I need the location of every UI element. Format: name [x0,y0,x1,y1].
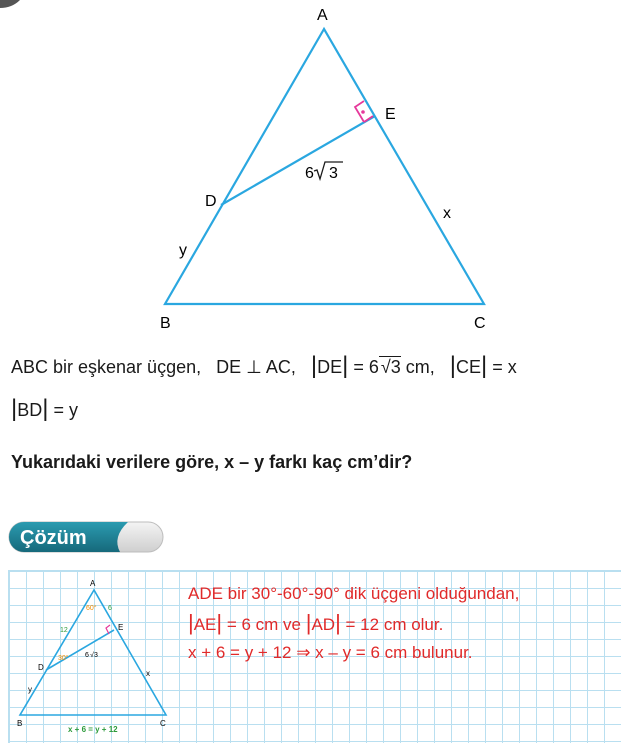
right-angle-dot [361,110,365,114]
de-unit: cm, [400,357,435,377]
mini-c-label: C [160,719,166,728]
point-d-label: D [205,193,217,210]
mini-ad: 12 [60,627,68,634]
mini-angle-d: 30° [58,655,69,662]
solution-line1: ADE bir 30°-60°-90° dik üçgeni olduğundan, [188,584,520,603]
question-text: Yukarıdaki verilere göre, x – y farkı kaç cm’dir? [11,452,413,472]
point-e-label: E [385,106,396,123]
de-length-coef: 6 [305,165,314,182]
mini-de-coef: 6 [85,652,89,659]
problem-statement-line2: |BD| = y [11,395,78,422]
ad-eq: = 12 cm olur. [340,615,444,634]
main-triangle-figure [0,0,622,345]
mini-ae: 6 [108,605,112,612]
statement-perp: DE ⊥ AC, [216,357,296,377]
triangle-abc [165,29,484,304]
mini-d-label: D [38,663,44,672]
svg-text:√: √ [90,652,94,659]
vertex-c-label: C [474,315,486,332]
side-x-label: x [443,205,451,222]
segment-de [221,116,375,205]
mini-e-label: E [118,623,124,632]
ae-eq: = 6 cm ve [222,615,306,634]
vertex-a-label: A [317,7,328,24]
ce-abs: CE [456,357,482,377]
vertex-b-label: B [160,315,171,332]
problem-statement-line1: ABC bir eşkenar üçgen, DE ⊥ AC, |DE| = 6 √3 cm, |CE| = x [11,352,517,379]
solution-tab [8,520,164,554]
bd-abs: BD [17,400,43,420]
mini-bottom-eq: x + 6 = y + 12 [68,725,118,734]
ad-abs: AD [311,615,336,634]
mini-x: x [146,669,150,678]
de-length-rad: 3 [329,165,338,182]
de-rad: 3 [390,357,401,377]
statement-intro: ABC bir eşkenar üçgen, [11,357,202,377]
solution-line2: |AE| = 6 cm ve |AD| = 12 cm olur. [188,610,444,635]
bd-eq: = y [48,400,78,420]
solution-tab-label: Çözüm [20,527,87,549]
de-eq: = 6 [348,357,379,377]
ce-eq: = x [487,357,517,377]
de-abs: DE [317,357,343,377]
side-y-label: y [179,242,187,259]
de-sqrt: √ [380,357,391,377]
mini-b-label: B [17,719,23,728]
solution-line3: x + 6 = y + 12 ⇒ x – y = 6 cm bulunur. [188,643,473,662]
mini-a-label: A [90,579,96,588]
mini-triangle-figure [8,570,188,742]
mini-angle-a: 60° [86,605,97,612]
mini-de-rad: 3 [94,652,98,659]
mini-y: y [28,685,32,694]
ae-abs: AE [193,615,217,634]
